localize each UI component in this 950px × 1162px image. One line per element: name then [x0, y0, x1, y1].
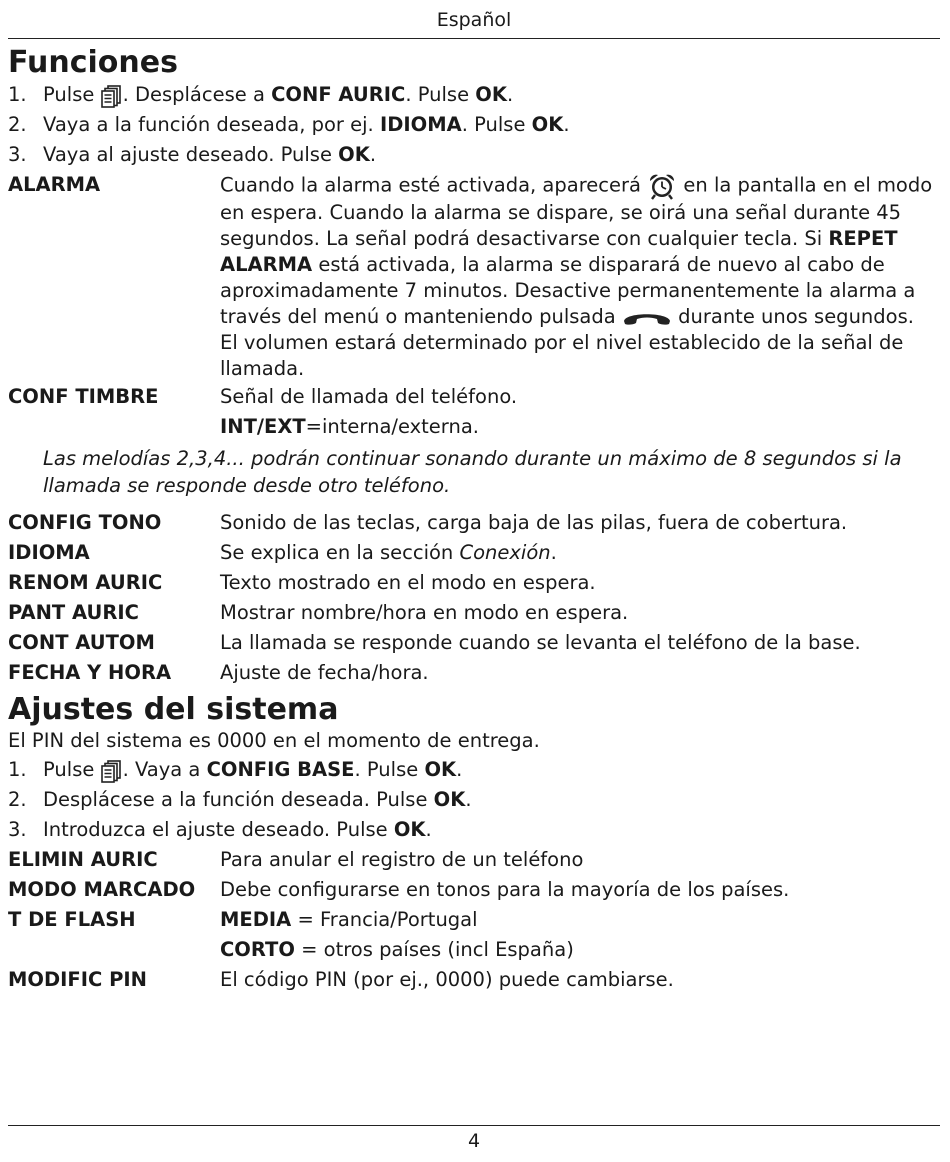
alarma-row [8, 172, 936, 382]
funciones-section [8, 46, 936, 688]
conf-timbre-def: Señal de llamada del teléfono. [220, 385, 518, 408]
fecha-hora-row: FECHA Y HORA Ajuste de fecha/hora. [8, 661, 429, 684]
sistema-section [8, 693, 936, 995]
conf-timbre-int-row [8, 412, 936, 442]
alarma-term: ALARMA [8, 173, 101, 196]
pant-auric-row: PANT AURIC Mostrar nombre/hora en modo en espera. [8, 601, 629, 624]
alarm-clock-icon [647, 172, 677, 200]
menu-key-icon [101, 84, 123, 108]
funciones-title: Funciones [8, 45, 178, 80]
header-language: Español [436, 9, 512, 31]
idioma-row: IDIOMA Se explica en la sección Conexión. [8, 541, 557, 564]
sistema-step-2: 2. Desplácese a la función deseada. Pulse OK. [8, 788, 472, 811]
conf-timbre-term: CONF TIMBRE [8, 385, 159, 408]
page-number: 4 [467, 1130, 481, 1152]
funciones-step-1: 1. Pulse . Desplácese a CONF AURIC. Pulse OK. [8, 83, 514, 106]
page-header [8, 6, 940, 39]
alarma-def: Cuando la alarma esté activada, aparecerá en la pantalla en el modo en espera. Cuando la alarma se dispare, se oirá una señal durante 45 segundos. La señal podrá desactivarse con cualquier tecla. Si REPET ALARMA está activada, la alarma se disparará de nuevo al cabo de aproximadamente 7 minutos. Desactive permanentemente la alarma a través del menú o manteniendo pulsada durante unos segundos. El volumen estará determinado por el nivel establecido de la señal de llamada. [220, 173, 933, 380]
elimin-auric-row: ELIMIN AURIC Para anular el registro de un teléfono [8, 848, 584, 871]
t-de-flash-corto-row: CORTO = otros países (incl España) [220, 938, 574, 961]
funciones-step-3: 3. Vaya al ajuste deseado. Pulse OK. [8, 143, 377, 166]
modo-marcado-row: MODO MARCADO Debe configurarse en tonos para la mayoría de los países. [8, 878, 790, 901]
sistema-step-1: 1. Pulse . Vaya a CONFIG BASE. Pulse OK. [8, 758, 463, 781]
melodias-note: Las melodías 2,3,4... podrán continuar sonando durante un máximo de 8 segundos si la llamada se responde desde otro teléfono. [43, 447, 902, 497]
config-tono-row: CONFIG TONO Sonido de las teclas, carga baja de las pilas, fuera de cobertura. [8, 511, 848, 534]
renom-auric-row: RENOM AURIC Texto mostrado en el modo en espera. [8, 571, 596, 594]
modific-pin-row: MODIFIC PIN El código PIN (por ej., 0000) puede cambiarse. [8, 968, 674, 991]
t-de-flash-row: T DE FLASH MEDIA = Francia/Portugal [8, 908, 478, 931]
menu-key-icon [101, 759, 123, 783]
sistema-step-3: 3. Introduzca el ajuste deseado. Pulse OK. [8, 818, 432, 841]
int-ext-def: INT/EXT=interna/externa. [220, 415, 479, 438]
page-footer [8, 1125, 940, 1152]
funciones-step-2: 2. Vaya a la función deseada, por ej. IDIOMA. Pulse OK. [8, 113, 570, 136]
sistema-title: Ajustes del sistema [8, 692, 339, 727]
sistema-intro: El PIN del sistema es 0000 en el momento de entrega. [8, 729, 540, 752]
conf-timbre-row [8, 382, 936, 412]
cont-autom-row: CONT AUTOM La llamada se responde cuando se levanta el teléfono de la base. [8, 631, 861, 654]
end-call-icon [622, 309, 672, 327]
